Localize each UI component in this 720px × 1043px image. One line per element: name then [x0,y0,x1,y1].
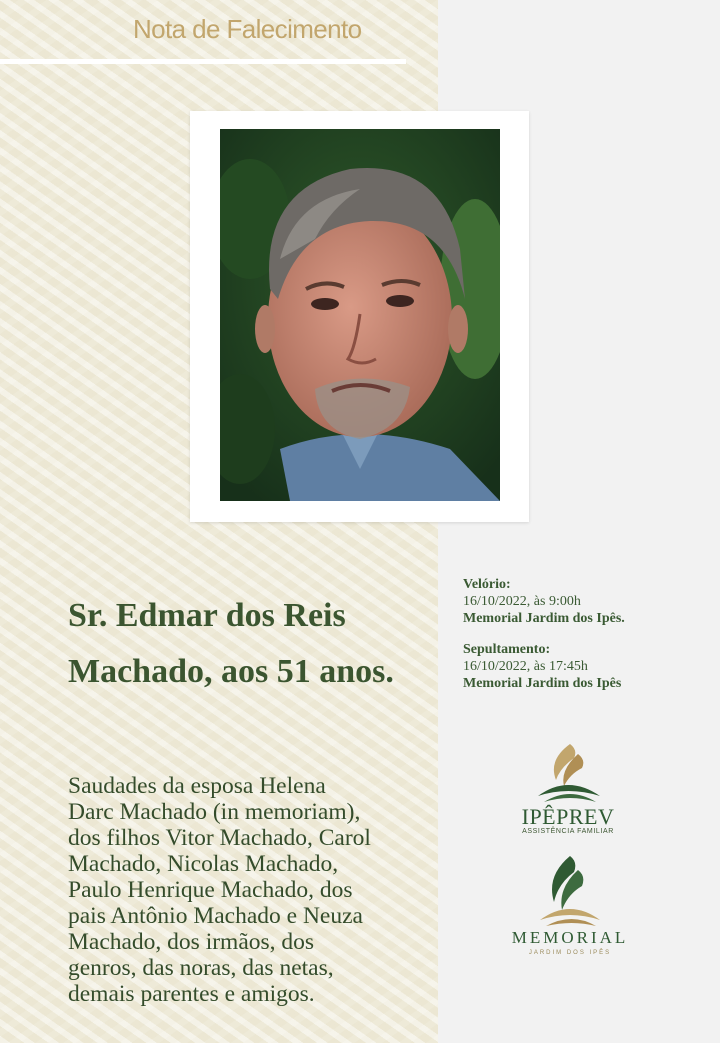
portrait-image [220,129,500,501]
wake-label: Velório: [463,577,511,592]
burial-place: Memorial Jardim dos Ipês [463,676,622,691]
page-title: Nota de Falecimento [133,14,362,44]
message-line: genros, das noras, das netas, [68,955,334,981]
portrait-photo [220,129,500,501]
wake-place: Memorial Jardim dos Ipês. [463,611,625,626]
memorial-emblem-icon [500,852,640,928]
ipeprev-emblem-icon [508,740,628,804]
deceased-name-line: Sr. Edmar dos Reis [68,597,346,634]
ipeprev-logo-subtext: ASSISTÊNCIA FAMILIAR [522,828,614,835]
message-line: Machado, dos irmãos, dos [68,929,315,955]
message-line: Saudades da esposa Helena [68,773,326,799]
burial-label: Sepultamento: [463,642,551,657]
wake-details [463,576,713,627]
deceased-name [68,588,438,700]
service-details [463,576,713,706]
message-line: Paulo Henrique Machado, dos [68,877,353,903]
memorial-logo-text: MEMORIAL [511,928,629,947]
ipeprev-logo-text: IPÊPREV [521,804,615,829]
memorial-logo [500,852,640,962]
memorial-logo-subtext: JARDIM DOS IPÊS [528,950,612,956]
title-divider [0,59,406,64]
message-line: Machado, Nicolas Machado, [68,851,339,877]
burial-date: 16/10/2022, às 17:45h [463,659,588,674]
message-line: dos filhos Vitor Machado, Carol [68,825,371,851]
condolence-message [68,773,438,1007]
ipeprev-logo [508,740,628,840]
photo-frame [190,111,529,522]
burial-details [463,641,713,692]
wake-date: 16/10/2022, às 9:00h [463,594,581,609]
message-line: demais parentes e amigos. [68,981,315,1007]
message-line: pais Antônio Machado e Neuza [68,903,363,929]
message-line: Darc Machado (in memoriam), [68,799,361,825]
deceased-name-line: Machado, aos 51 anos. [68,653,394,690]
